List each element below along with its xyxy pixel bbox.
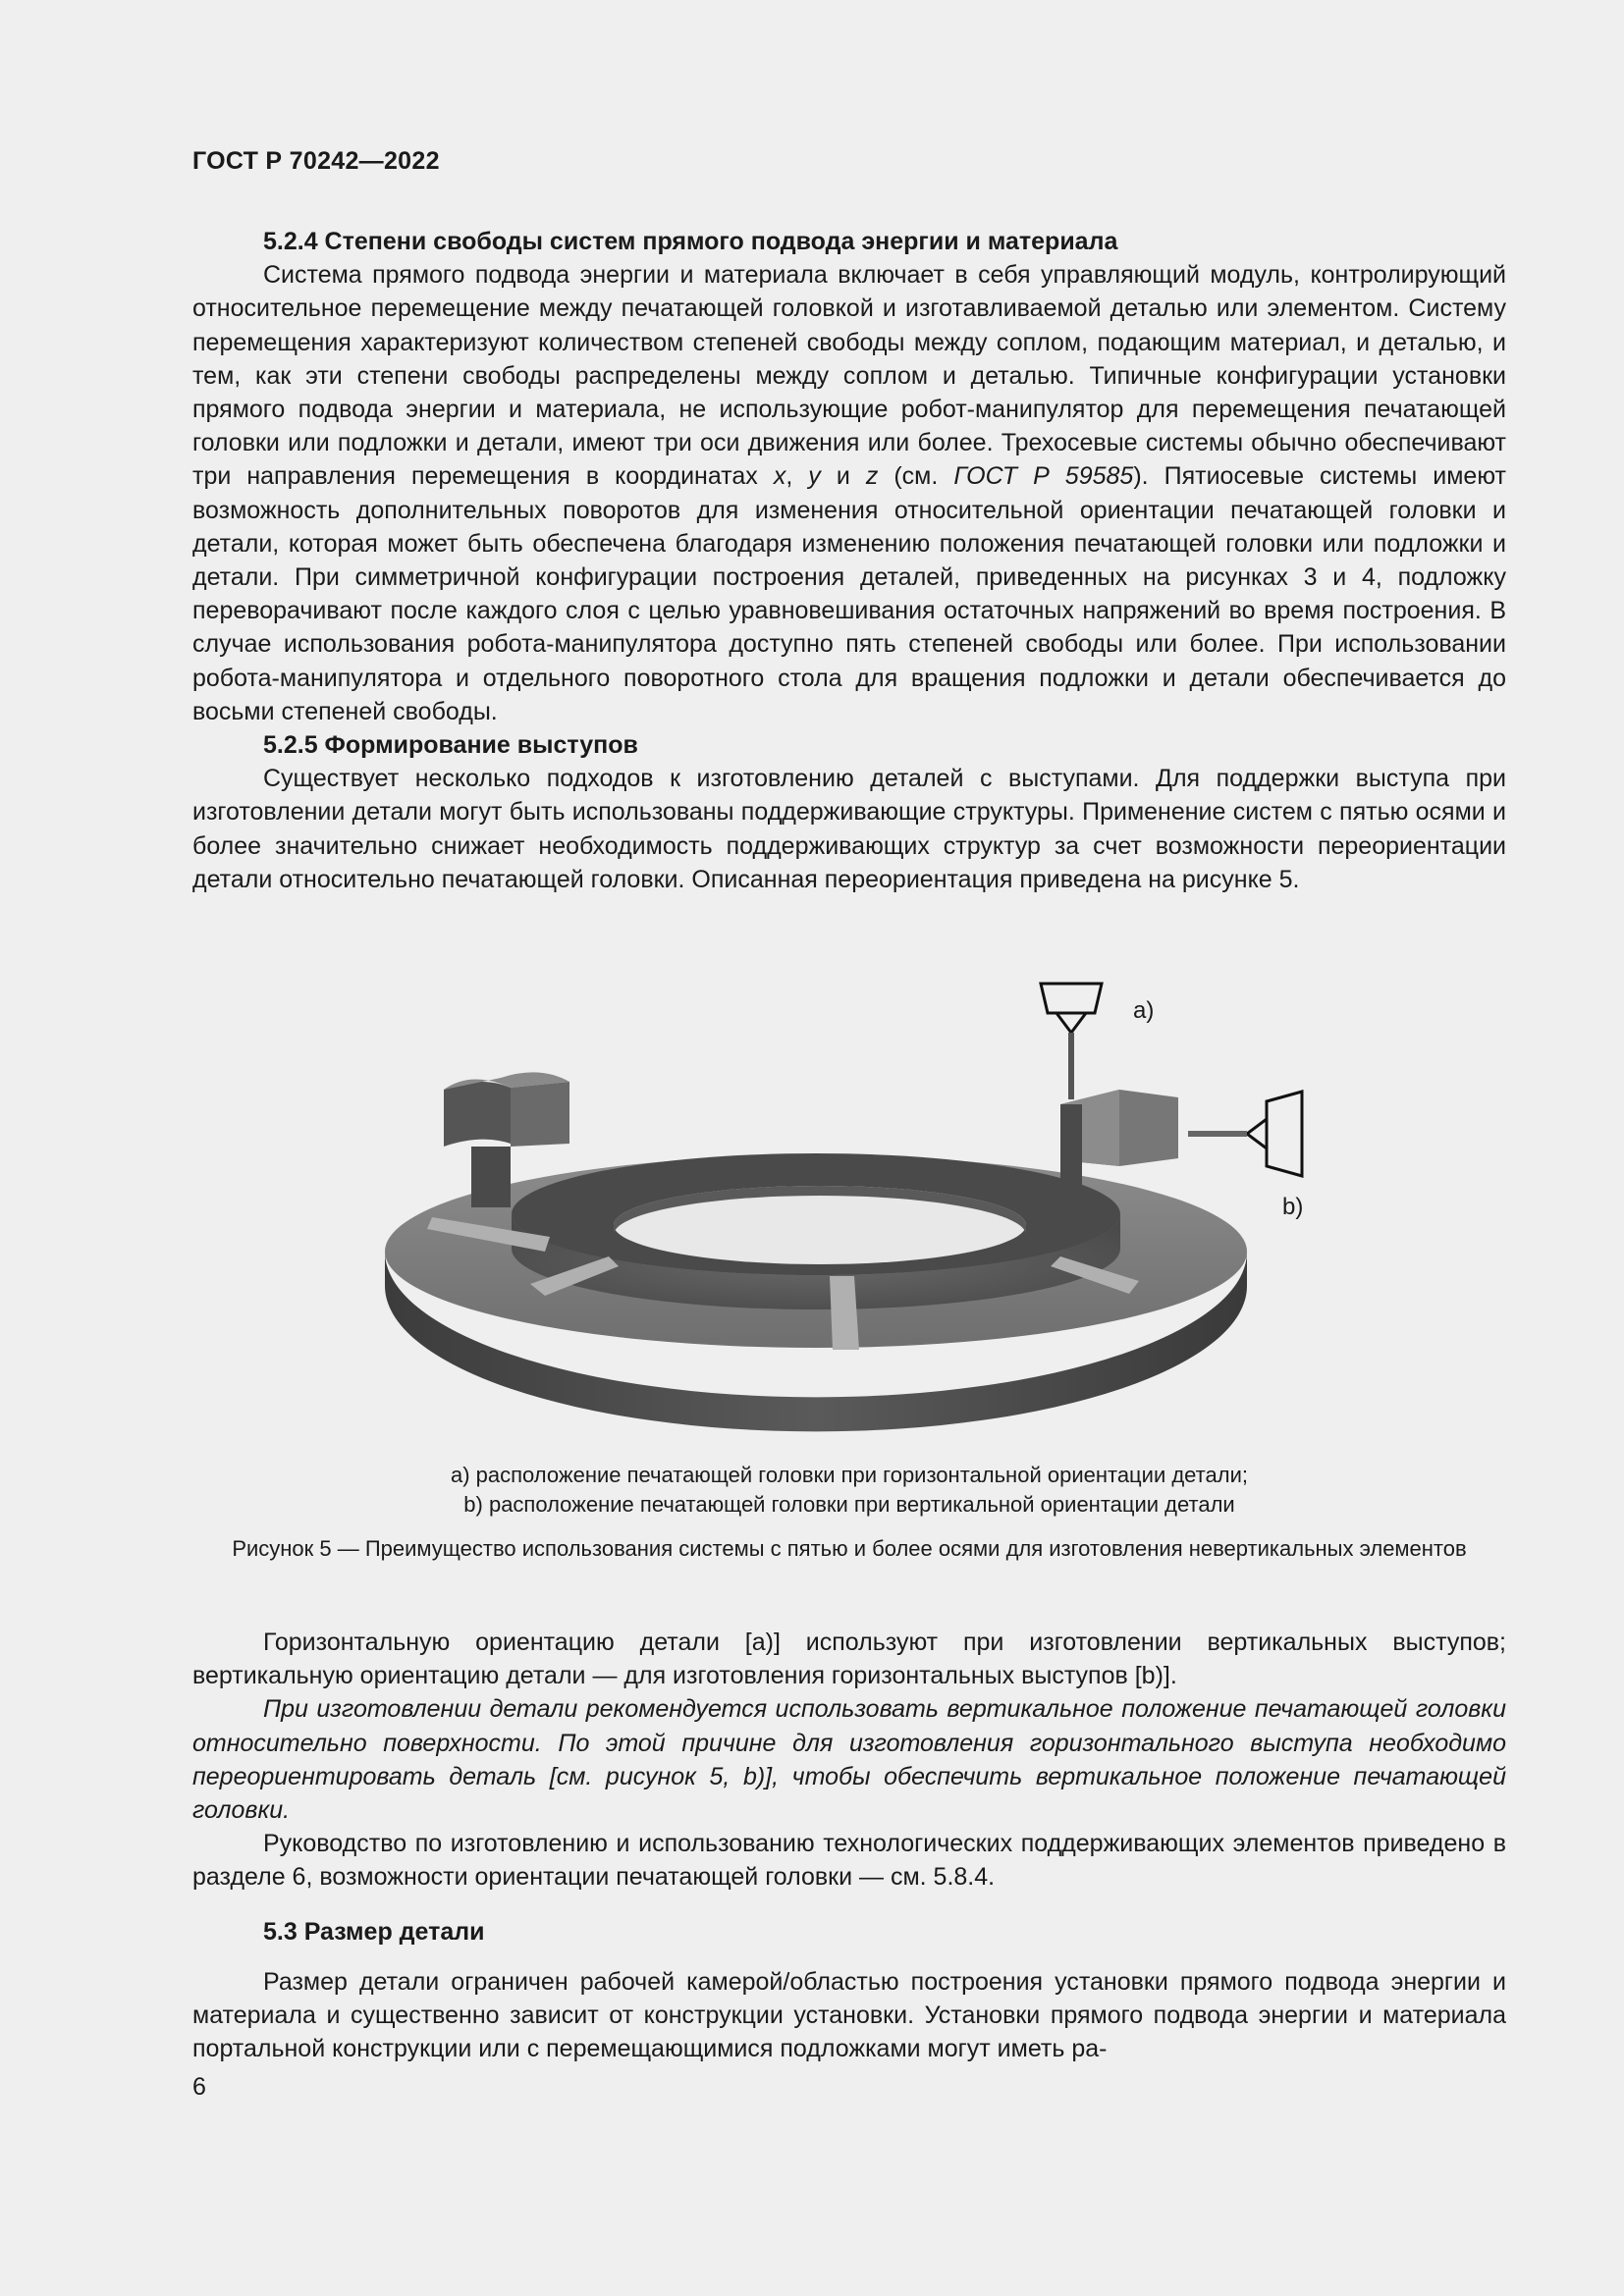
print-head-b-icon	[1188, 1092, 1302, 1176]
rib-front	[830, 1276, 859, 1350]
section-524-paragraph	[192, 258, 1506, 728]
para-text: Система прямого подвода энергии и материала включает в себя управляющий модуль, контролирующий относительное перемещение между печатающей головкой и изготавливаемой деталью или элементом. Систему перемещения характеризуют количеством степеней свободы между соплом, подающим материал, и деталью, и тем, как эти степени свободы распределены между соплом и деталью. Типичные конфигурации установки прямого подвода энергии и материала, не использующие робот-манипулятор для перемещения печатающей головки или подложки и детали, имеют три оси движения или более. Трехосевые системы обычно обеспечивают три направления перемещения в координатах	[192, 261, 1506, 491]
document-header: ГОСТ Р 70242—2022	[192, 147, 440, 175]
para-sep: ,	[785, 462, 809, 491]
after-figure-paragraph-3: Руководство по изготовлению и использованию технологических поддерживающих элементов приведено в разделе 6, возможности ориентации печатающей головки — см. 5.8.4.	[192, 1830, 1506, 1892]
figure-legend	[192, 1461, 1506, 1520]
para-text-cont: ). Пятиосевые системы имеют возможность дополнительных поворотов для изменения относительной ориентации печатающей головки и детали, которая может быть обеспечена благодаря изменению положения печатающей головки или подложки и детали. При симметричной конфигурации построения деталей, приведенных на рисунках 3 и 4, подложку переворачивают после каждого слоя с целью уравновешивания остаточных напряжений во время построения. В случае использования робота-манипулятора доступно пять степеней свободы или более. При использовании робота-манипулятора и отдельного поворотного стола для вращения подложки и детали обеспечивается до восьми степеней свободы.	[192, 462, 1506, 725]
standard-reference: ГОСТ Р 59585	[953, 462, 1134, 491]
section-525-paragraph: Существует несколько подходов к изготовлению деталей с выступами. Для поддержки выступа при изготовлении детали могут быть использованы поддерживающие структуры. Применение систем с пятью осями и более значительно снижает необходимость поддерживающих структур за счет возможности переориентации детали относительно печатающей головки. Описанная переориентация приведена на рисунке 5.	[192, 765, 1506, 893]
figure-5	[373, 972, 1316, 1433]
print-head-a-icon	[1041, 984, 1102, 1099]
section-525-heading: 5.2.5 Формирование выступов	[263, 731, 638, 760]
overhang-left-front	[444, 1082, 511, 1147]
body-text-middle	[192, 1626, 1506, 1895]
overhang-left-post	[471, 1147, 511, 1207]
overhang-right-post	[1060, 1104, 1082, 1212]
coord-y: y	[808, 462, 821, 491]
ring-part-illustration	[373, 972, 1316, 1433]
figure-caption: Рисунок 5 — Преимущество использования системы с пятью и более осями для изготовления невертикальных элементов	[232, 1536, 1467, 1561]
after-figure-paragraph-2: При изготовлении детали рекомендуется использовать вертикальное положение печатающей головки относительно поверхности. По этой причине для изготовления горизонтального выступа необходимо переориентировать деталь [см. рисунок 5, b)], чтобы обеспечить вертикальное положение печатающей головки.	[192, 1695, 1506, 1825]
body-text-top	[192, 225, 1506, 896]
overhang-left-side	[511, 1082, 569, 1147]
para-and: и	[820, 462, 866, 491]
after-figure-paragraph-1: Горизонтальную ориентацию детали [a)] используют при изготовлении вертикальных выступов; вертикальную ориентацию детали — для изготовления горизонтальных выступов [b)].	[192, 1629, 1506, 1690]
label-a: a)	[1133, 997, 1155, 1024]
legend-a: a) расположение печатающей головки при горизонтальной ориентации детали;	[450, 1463, 1248, 1487]
coord-x: x	[773, 462, 786, 491]
label-b: b)	[1282, 1194, 1304, 1220]
section-53-heading: 5.3 Размер детали	[263, 1918, 485, 1946]
coord-z: z	[865, 462, 879, 491]
para-see: (см.	[878, 462, 954, 491]
legend-b: b) расположение печатающей головки при вертикальной ориентации детали	[463, 1492, 1235, 1517]
section-53-paragraph: Размер детали ограничен рабочей камерой/областью построения установки прямого подвода энергии и материала и существенно зависит от конструкции установки. Установки прямого подвода энергии и материала портальной конструкции или с перемещающимися подложками могут иметь ра-	[192, 1968, 1506, 2063]
body-text-bottom	[192, 1965, 1506, 2066]
page-number: 6	[192, 2073, 206, 2101]
section-524-heading: 5.2.4 Степени свободы систем прямого подвода энергии и материала	[263, 228, 1118, 255]
